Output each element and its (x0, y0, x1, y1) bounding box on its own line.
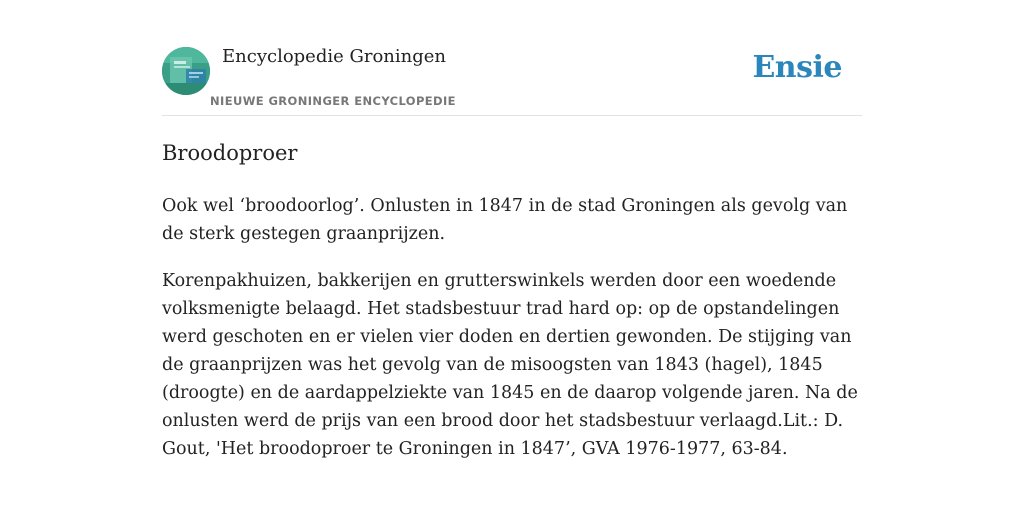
site-title[interactable]: Encyclopedie Groningen (222, 46, 447, 67)
site-subtitle: NIEUWE GRONINGER ENCYCLOPEDIE (210, 94, 456, 108)
site-header (162, 0, 862, 116)
article-paragraph-intro: Ook wel ‘broodoorlog’. Onlusten in 1847 in de stad Groningen als gevolg van de sterk gestegen graanprijzen. (162, 196, 848, 244)
article-title: Broodoproer (162, 141, 298, 165)
ensie-brand-link[interactable]: Ensie (752, 50, 842, 85)
encyclopedia-logo-icon[interactable] (162, 47, 210, 95)
article-body (162, 192, 862, 482)
logo-image (162, 47, 210, 95)
article-paragraph-main: Korenpakhuizen, bakkerijen en grutterswinkels werden door een woedende volksmenigte belaagd. Het stadsbestuur trad hard op: op de opstandelingen werd geschoten en er vielen vier doden en dertien gewonden. De stijging van de graanprijzen was het gevolg van de misoogsten van 1843 (hagel), 1845 (droogte) en de aardappelziekte van 1845 en de daarop volgende jaren. Na de onlusten werd de prijs van een brood door het stadsbestuur verlaagd.Lit.: D. Gout, 'Het broodoproer te Groningen in 1847’, GVA 1976-1977, 63-84. (162, 271, 858, 459)
page-container (162, 0, 862, 512)
